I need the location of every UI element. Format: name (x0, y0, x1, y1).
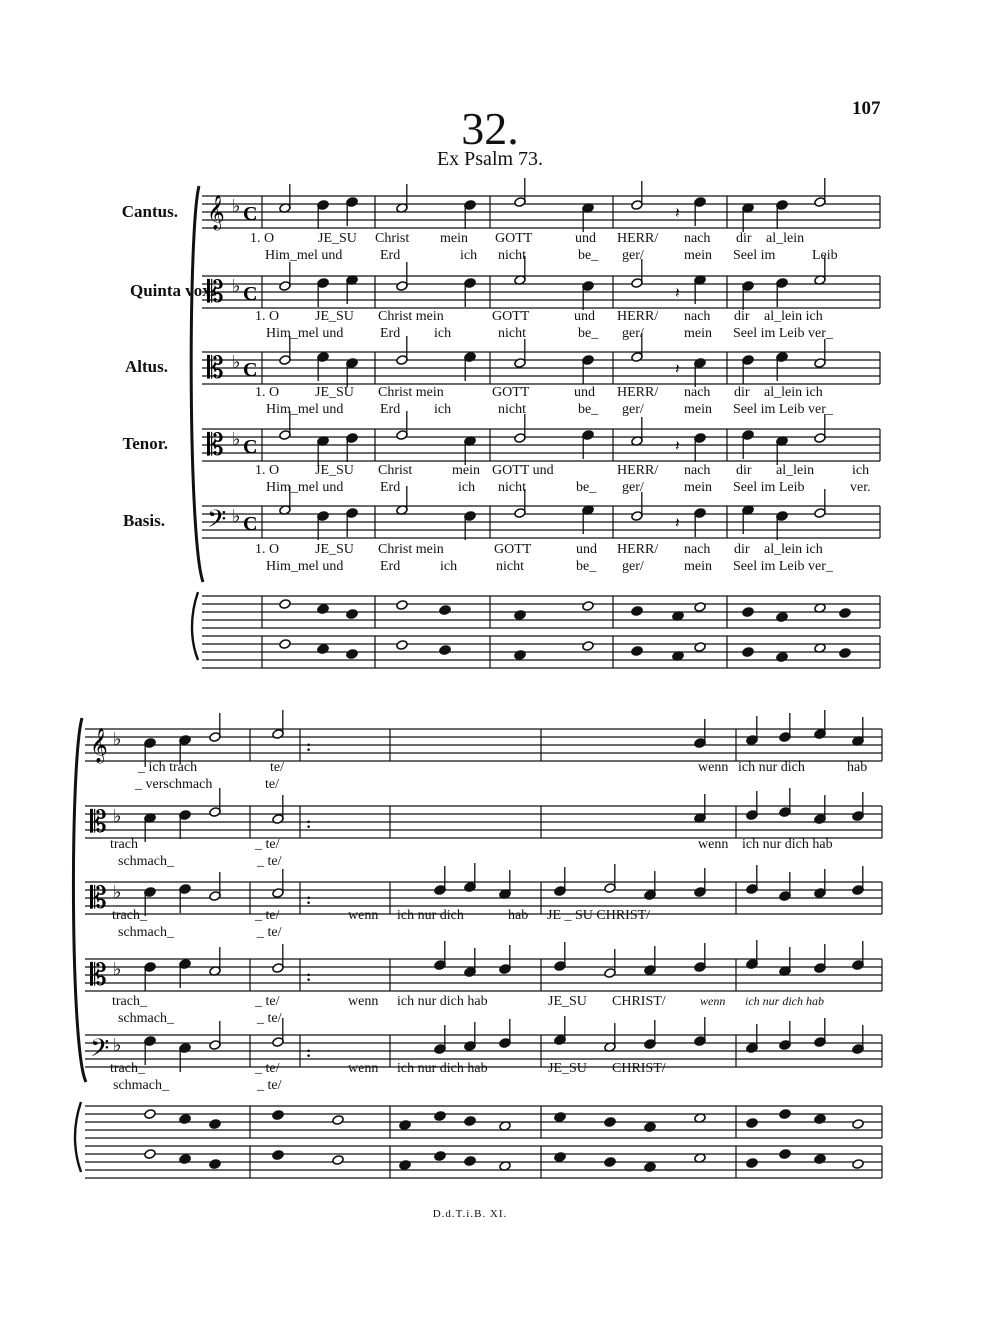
lyric-syllable: CHRIST/ (612, 994, 666, 1009)
lyric-syllable: Him_mel und (266, 480, 344, 495)
note-head (604, 1117, 616, 1128)
note-head (439, 605, 451, 616)
note-head (582, 641, 594, 652)
note-head (464, 1156, 476, 1167)
lyric-syllable: ich nur dich hab (397, 994, 488, 1009)
note-head (852, 1119, 864, 1130)
lyric-syllable: be_ (578, 326, 599, 341)
note-head (332, 1155, 344, 1166)
note-head (396, 640, 408, 651)
flat-icon: ♭ (113, 806, 122, 826)
lyric-syllable: wenn (348, 908, 379, 923)
lyric-syllable: schmach_ (118, 925, 174, 940)
note-head (779, 1149, 791, 1160)
lyric-syllable: ver. (850, 480, 871, 495)
flat-icon: ♭ (232, 506, 241, 526)
note-head (332, 1115, 344, 1126)
lyric-syllable: Seel im Leib (733, 480, 805, 495)
lyric-syllable: hab (508, 908, 529, 923)
note-head (279, 639, 291, 650)
lyric-syllable: te/ (270, 760, 284, 775)
note-head (396, 600, 408, 611)
note-head (694, 602, 706, 613)
lyric-syllable: ich (440, 559, 458, 574)
lyric-syllable: dir (736, 231, 752, 246)
lyric-syllable: ger/ (622, 559, 644, 574)
lyric-syllable: trach_ (112, 994, 147, 1009)
lyric-syllable: ich nur dich (738, 760, 805, 775)
lyric-syllable: al_lein (766, 231, 805, 246)
note-head (742, 647, 754, 658)
lyric-syllable: trach_ (110, 1061, 145, 1076)
lyric-syllable: _ te/ (257, 854, 282, 869)
lyric-syllable: al_lein (776, 463, 815, 478)
lyric-syllable: dir (736, 463, 752, 478)
lyric-syllable: ich (434, 326, 452, 341)
flat-icon: ♭ (113, 882, 122, 902)
page-number: 107 (852, 98, 881, 119)
note-head (439, 645, 451, 656)
treble-clef-icon: 𝄞 (207, 195, 225, 230)
note-head (179, 1114, 191, 1125)
piece-subtitle: Ex Psalm 73. (436, 148, 544, 170)
lyric-syllable: GOTT (492, 309, 530, 324)
lyric-syllable: 1. O (255, 463, 280, 478)
c-clef-icon: 𝄡 (207, 275, 224, 310)
lyric-syllable: Christ mein (378, 542, 444, 557)
lyric-syllable: JE_SU (315, 463, 354, 478)
lyric-syllable: wenn (698, 760, 729, 775)
lyric-syllable: mein (440, 231, 468, 246)
lyric-syllable: ich nur dich hab (745, 994, 824, 1008)
lyric-syllable: Christ mein (378, 309, 444, 324)
note-head (644, 1122, 656, 1133)
lyric-syllable: Seel im Leib ver_ (733, 326, 833, 341)
c-clef-icon: 𝄡 (207, 351, 224, 386)
lyric-syllable: te/ (265, 777, 279, 792)
note-head (514, 650, 526, 661)
lyric-syllable: schmach_ (113, 1078, 169, 1093)
c-clef-icon: 𝄡 (90, 805, 107, 840)
voice-name-altus: Altus. (125, 357, 168, 376)
lyric-syllable: _ verschmach (135, 777, 213, 792)
lyric-syllable: Erd (380, 402, 401, 417)
lyric-syllable: Him_mel und (266, 559, 344, 574)
lyric-syllable: be_ (578, 248, 599, 263)
lyric-syllable: und (574, 385, 595, 400)
flat-icon: ♭ (232, 429, 241, 449)
note-head (399, 1160, 411, 1171)
piano-brace (75, 1102, 81, 1172)
piece-number: 32. (461, 103, 519, 154)
lyric-syllable: JE _ SU CHRIST/ (547, 908, 651, 923)
lyric-syllable: nicht (498, 248, 526, 263)
note-head (209, 1119, 221, 1130)
note-head (746, 1118, 758, 1129)
note-head (399, 1120, 411, 1131)
flat-icon: ♭ (232, 276, 241, 296)
lyric-syllable: ger/ (622, 480, 644, 495)
repeat-sign-icon: : (306, 891, 312, 908)
lyric-syllable: mein (684, 248, 712, 263)
lyric-syllable: GOTT und (492, 463, 554, 478)
lyric-syllable: mein (684, 480, 712, 495)
common-time-icon: C (243, 359, 258, 381)
lyric-syllable: ich (458, 480, 476, 495)
lyric-syllable: HERR/ (617, 231, 659, 246)
rest-icon: 𝄽 (675, 516, 680, 532)
common-time-icon: C (243, 513, 258, 535)
lyric-syllable: be_ (576, 480, 597, 495)
voice-name-basis: Basis. (122, 511, 165, 530)
lyric-syllable: _ te/ (255, 837, 280, 852)
lyric-syllable: 1. O (255, 385, 280, 400)
lyric-syllable: 1. O (255, 542, 280, 557)
lyric-syllable: JE_SU (318, 231, 357, 246)
note-head (144, 1149, 156, 1160)
note-head (839, 648, 851, 659)
lyric-syllable: 1. O (250, 231, 275, 246)
rest-icon: 𝄽 (675, 362, 680, 378)
note-head (779, 1109, 791, 1120)
lyric-syllable: Leib (812, 248, 838, 263)
note-head (279, 599, 291, 610)
lyric-syllable: _ te/ (257, 1011, 282, 1026)
lyric-syllable: HERR/ (617, 542, 659, 557)
lyric-syllable: al_lein ich (764, 542, 823, 557)
lyric-syllable: nach (684, 385, 711, 400)
note-head (272, 1110, 284, 1121)
lyric-syllable: nicht (498, 402, 526, 417)
lyric-syllable: nach (684, 309, 711, 324)
note-head (434, 1111, 446, 1122)
lyric-syllable: be_ (578, 402, 599, 417)
note-head (776, 612, 788, 623)
note-head (554, 1112, 566, 1123)
lyric-syllable: trach_ (112, 908, 147, 923)
lyric-syllable: hab (847, 760, 868, 775)
lyric-syllable: und (574, 309, 595, 324)
note-head (776, 652, 788, 663)
lyric-syllable: _ te/ (255, 994, 280, 1009)
note-head (144, 1109, 156, 1120)
note-head (272, 1150, 284, 1161)
lyric-syllable: Christ (375, 231, 410, 246)
rest-icon: 𝄽 (675, 439, 680, 455)
rest-icon: 𝄽 (675, 206, 680, 222)
lyric-syllable: JE_SU (548, 994, 587, 1009)
lyric-syllable: mein (684, 559, 712, 574)
lyric-syllable: GOTT (494, 542, 532, 557)
lyric-syllable: und (576, 542, 597, 557)
repeat-sign-icon: : (306, 815, 312, 832)
lyric-syllable: ich (460, 248, 478, 263)
lyric-syllable: nicht (498, 480, 526, 495)
lyric-syllable: _ ich trach (138, 760, 198, 775)
lyric-syllable: JE_SU (315, 542, 354, 557)
lyric-syllable: schmach_ (118, 1011, 174, 1026)
lyric-syllable: HERR/ (617, 309, 659, 324)
lyric-syllable: ger/ (622, 402, 644, 417)
lyric-syllable: Erd (380, 480, 401, 495)
lyric-syllable: nicht (498, 326, 526, 341)
bass-clef-icon: 𝄢 (90, 1034, 110, 1069)
lyric-syllable: mein (452, 463, 480, 478)
note-head (814, 1114, 826, 1125)
lyric-syllable: wenn (700, 994, 726, 1008)
lyric-syllable: mein (684, 402, 712, 417)
lyric-syllable: _ te/ (257, 1078, 282, 1093)
lyric-syllable: Him_mel und (266, 402, 344, 417)
lyric-syllable: nicht (496, 559, 524, 574)
lyric-syllable: GOTT (492, 385, 530, 400)
lyric-syllable: ich nur dich hab (397, 1061, 488, 1076)
lyric-syllable: _ te/ (257, 925, 282, 940)
note-head (631, 606, 643, 617)
note-head (852, 1159, 864, 1170)
note-head (346, 649, 358, 660)
note-head (209, 1159, 221, 1170)
lyric-syllable: wenn (348, 1061, 379, 1076)
lyric-syllable: 1. O (255, 309, 280, 324)
note-head (644, 1162, 656, 1173)
flat-icon: ♭ (232, 352, 241, 372)
lyric-syllable: ich nur dich hab (742, 837, 833, 852)
common-time-icon: C (243, 283, 258, 305)
system-brace (73, 718, 86, 1082)
lyric-syllable: und (575, 231, 596, 246)
lyric-syllable: Erd (380, 248, 401, 263)
repeat-sign-icon: : (306, 968, 312, 985)
flat-icon: ♭ (232, 196, 241, 216)
lyric-syllable: HERR/ (617, 463, 659, 478)
lyric-syllable: _ te/ (255, 1061, 280, 1076)
note-head (604, 1157, 616, 1168)
note-head (434, 1151, 446, 1162)
lyric-syllable: ich nur dich (397, 908, 464, 923)
lyric-syllable: ger/ (622, 248, 644, 263)
lyric-syllable: HERR/ (617, 385, 659, 400)
repeat-sign-icon: : (306, 1044, 312, 1061)
note-head (742, 607, 754, 618)
c-clef-icon: 𝄡 (90, 881, 107, 916)
lyric-syllable: GOTT (495, 231, 533, 246)
lyric-syllable: Christ (378, 463, 413, 478)
lyric-syllable: trach (110, 837, 138, 852)
lyric-syllable: schmach_ (118, 854, 174, 869)
flat-icon: ♭ (113, 959, 122, 979)
lyric-syllable: ich (434, 402, 452, 417)
note-head (514, 610, 526, 621)
voice-name-quinta-vox: Quinta vox. (129, 281, 215, 300)
voice-name-cantus: Cantus. (121, 202, 178, 221)
lyric-syllable: be_ (576, 559, 597, 574)
note-head (582, 601, 594, 612)
common-time-icon: C (243, 436, 258, 458)
lyric-syllable: CHRIST/ (612, 1061, 666, 1076)
lyric-syllable: Seel im (733, 248, 776, 263)
note-head (317, 604, 329, 615)
common-time-icon: C (243, 203, 258, 225)
lyric-syllable: wenn (698, 837, 729, 852)
lyric-syllable: Erd (380, 559, 401, 574)
note-head (346, 609, 358, 620)
lyric-syllable: dir (734, 309, 750, 324)
lyric-syllable: wenn (348, 994, 379, 1009)
footer-credit: D.d.T.i.B. XI. (432, 1208, 508, 1220)
repeat-sign-icon: : (306, 738, 312, 755)
lyric-syllable: Him_mel und (266, 326, 344, 341)
system-brace (191, 186, 203, 582)
lyric-syllable: JE_SU (315, 309, 354, 324)
lyric-syllable: nach (684, 542, 711, 557)
lyric-syllable: Christ mein (378, 385, 444, 400)
lyric-syllable: JE_SU (548, 1061, 587, 1076)
note-head (554, 1152, 566, 1163)
bass-clef-icon: 𝄢 (207, 505, 227, 540)
lyric-syllable: dir (734, 385, 750, 400)
note-head (839, 608, 851, 619)
lyric-syllable: al_lein ich (764, 385, 823, 400)
note-head (694, 642, 706, 653)
treble-clef-icon: 𝄞 (90, 728, 108, 763)
lyric-syllable: al_lein ich (764, 309, 823, 324)
lyric-syllable: Seel im Leib ver_ (733, 559, 833, 574)
lyric-syllable: ger/ (622, 326, 644, 341)
lyric-syllable: Erd (380, 326, 401, 341)
note-head (317, 644, 329, 655)
lyric-syllable: Him_mel und (265, 248, 343, 263)
note-head (746, 1158, 758, 1169)
lyric-syllable: JE_SU (315, 385, 354, 400)
lyric-syllable: mein (684, 326, 712, 341)
lyric-syllable: ich (852, 463, 870, 478)
flat-icon: ♭ (113, 729, 122, 749)
lyric-syllable: nach (684, 231, 711, 246)
note-head (814, 1154, 826, 1165)
note-head (464, 1116, 476, 1127)
note-head (631, 646, 643, 657)
c-clef-icon: 𝄡 (207, 428, 224, 463)
lyric-syllable: _ te/ (255, 908, 280, 923)
note-head (179, 1154, 191, 1165)
flat-icon: ♭ (113, 1035, 122, 1055)
c-clef-icon: 𝄡 (90, 958, 107, 993)
piano-brace (192, 592, 198, 660)
lyric-syllable: Seel im Leib ver_ (733, 402, 833, 417)
lyric-syllable: dir (734, 542, 750, 557)
rest-icon: 𝄽 (675, 286, 680, 302)
lyric-syllable: nach (684, 463, 711, 478)
voice-name-tenor: Tenor. (122, 434, 168, 453)
